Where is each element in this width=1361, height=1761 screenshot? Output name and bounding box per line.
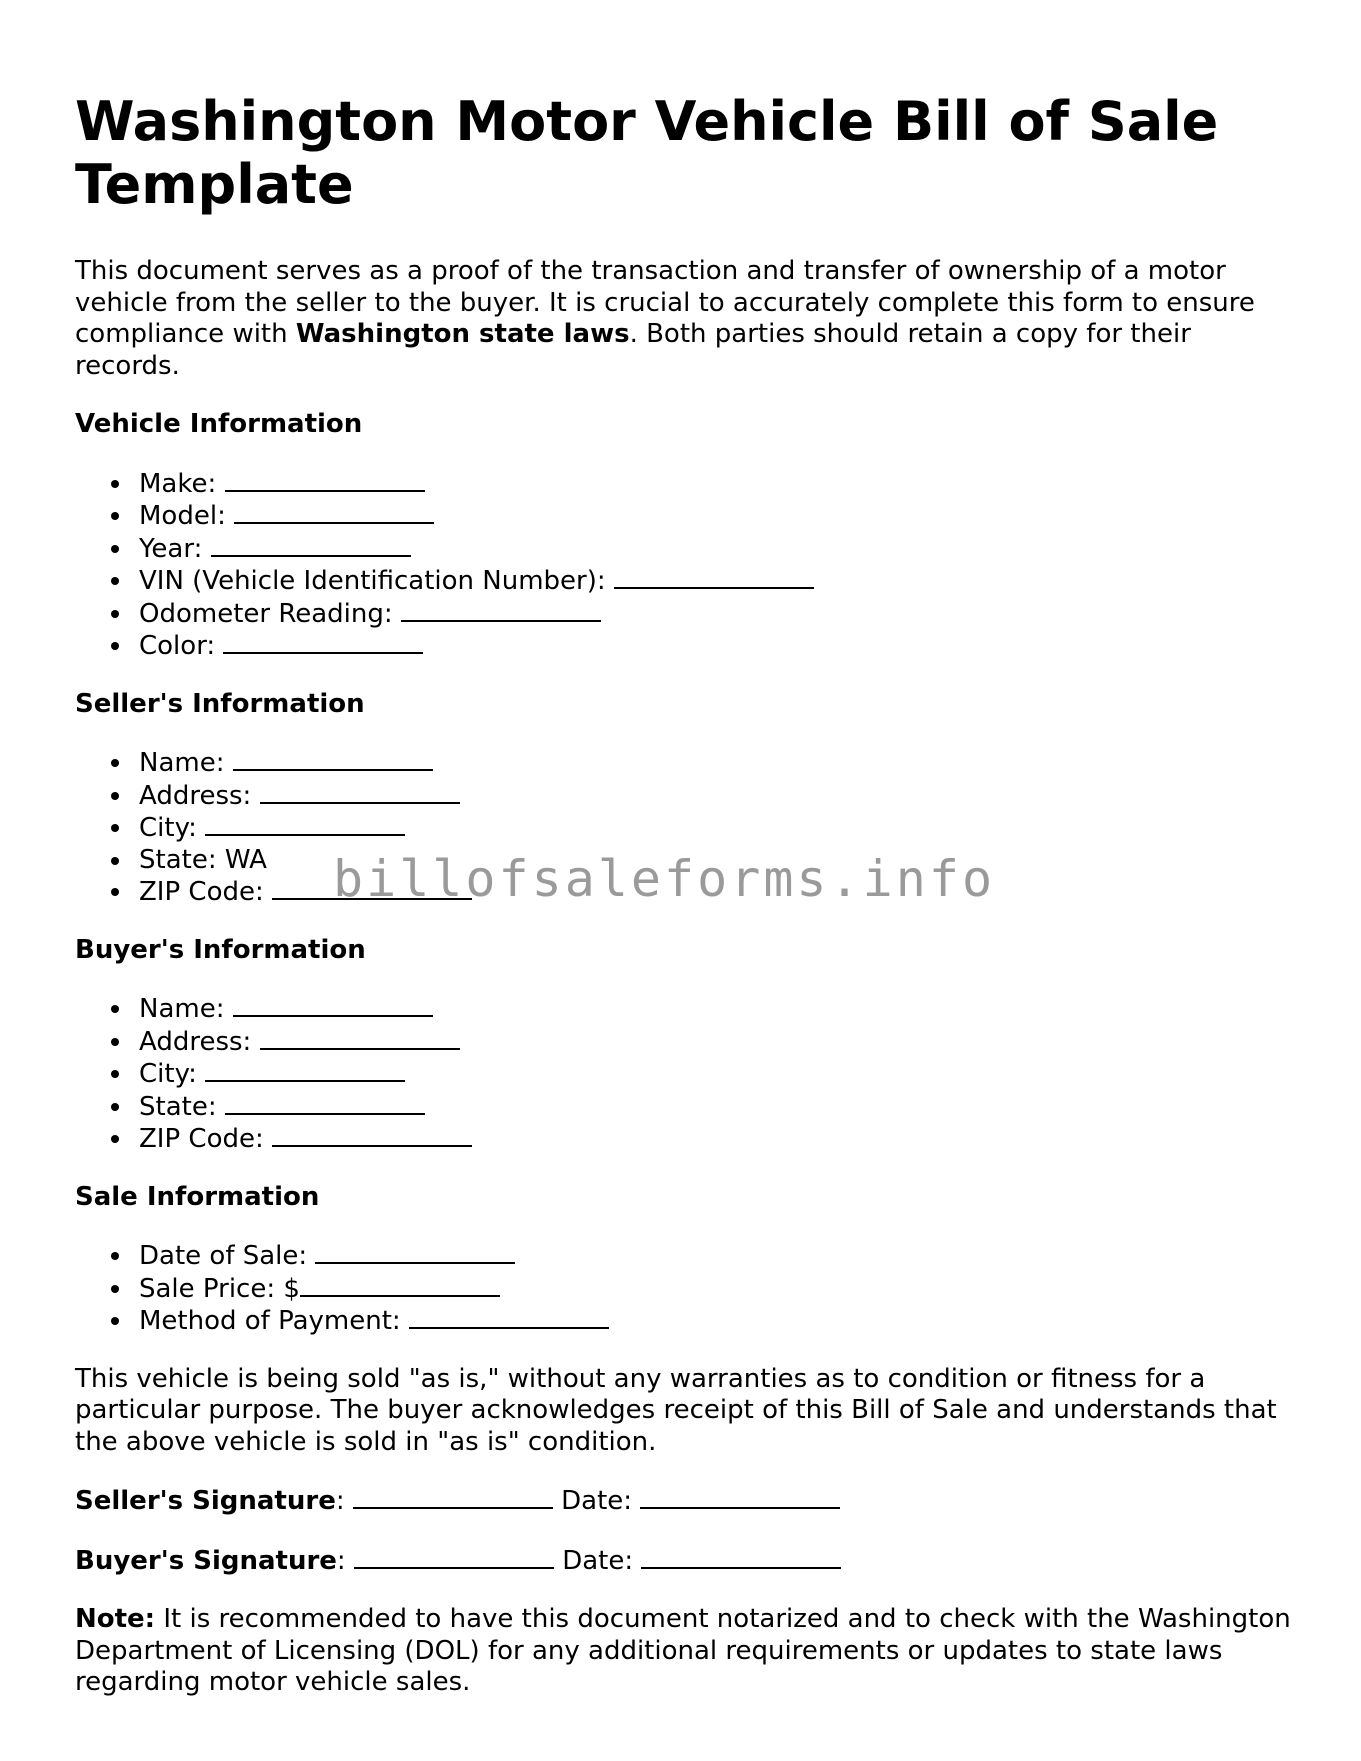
list-item: [139, 630, 1295, 663]
buyer-state-blank[interactable]: [225, 1091, 425, 1115]
year-blank[interactable]: [211, 533, 411, 557]
list-item: [139, 1058, 1295, 1091]
note-label: Note:: [75, 1604, 156, 1634]
list-item: [139, 1123, 1295, 1156]
buyer-heading: Buyer's Information: [75, 934, 366, 965]
buyer-zip-blank[interactable]: [272, 1123, 472, 1147]
list-item: [139, 1305, 1295, 1338]
seller-date-blank[interactable]: [640, 1485, 840, 1509]
make-label: Make:: [139, 468, 217, 499]
list-item: [139, 1240, 1295, 1273]
list-item: [139, 598, 1295, 631]
sale-list: [75, 1240, 1295, 1338]
vehicle-heading: Vehicle Information: [75, 409, 363, 439]
intro-paragraph: [75, 256, 1295, 382]
list-item: [139, 1091, 1295, 1124]
buyer-address-blank[interactable]: [260, 1026, 460, 1050]
buyer-date-blank[interactable]: [641, 1545, 841, 1569]
model-blank[interactable]: [234, 500, 434, 524]
list-item: [139, 1026, 1295, 1059]
buyer-signature-label: Buyer's Signature: [75, 1545, 337, 1576]
buyer-address-label: Address:: [139, 1026, 252, 1057]
seller-zip-label: ZIP Code:: [139, 877, 264, 907]
odometer-blank[interactable]: [401, 598, 601, 622]
sale-date-blank[interactable]: [315, 1240, 515, 1264]
sale-price-blank[interactable]: [300, 1273, 500, 1297]
seller-signature-blank[interactable]: [353, 1485, 553, 1509]
intro-text-after: . Both parties should retain a copy for their records.: [75, 319, 1191, 381]
seller-city-label: City:: [139, 813, 197, 843]
make-blank[interactable]: [225, 468, 425, 492]
buyer-name-blank[interactable]: [233, 993, 433, 1017]
page-title: Washington Motor Vehicle Bill of Sale Template: [75, 90, 1219, 216]
seller-signature-label: Seller's Signature: [75, 1486, 336, 1516]
list-item: [139, 565, 1295, 598]
color-label: Color:: [139, 631, 216, 661]
as-is-disclaimer: This vehicle is being sold "as is," without any warranties as to condition or fitness for a particular purpose. The buyer acknowledges receipt of this Bill of Sale and understands that the above vehicle is sold in "as is" condition.: [75, 1363, 1277, 1457]
intro-text-before: This document serves as a proof of the transaction and transfer of ownership of a motor vehicle from the seller to the buyer. It is crucial to accurately complete this form to ensure compliance with: [75, 256, 1255, 349]
list-item: [139, 780, 1295, 813]
seller-name-label: Name:: [139, 748, 225, 778]
payment-method-label: Method of Payment:: [139, 1306, 401, 1336]
list-item: [139, 1273, 1295, 1306]
list-item: [139, 812, 1295, 845]
year-label: Year:: [139, 533, 203, 564]
note-paragraph: [75, 1604, 1295, 1699]
list-item: [139, 533, 1295, 566]
seller-heading: Seller's Information: [75, 688, 365, 719]
watermark: billofsaleforms.info: [333, 850, 996, 908]
model-label: Model:: [139, 501, 226, 531]
list-item: [139, 747, 1295, 780]
seller-address-blank[interactable]: [260, 780, 460, 804]
buyer-state-label: State:: [139, 1091, 217, 1122]
seller-name-blank[interactable]: [233, 747, 433, 771]
buyer-signature-line: Buyer's Signature: Date:: [75, 1545, 1295, 1578]
seller-signature-line: Seller's Signature: Date:: [75, 1485, 1295, 1518]
color-blank[interactable]: [223, 630, 423, 654]
buyer-city-label: City:: [139, 1059, 197, 1089]
seller-city-blank[interactable]: [205, 812, 405, 836]
odometer-label: Odometer Reading:: [139, 598, 393, 629]
list-item: [139, 468, 1295, 501]
vehicle-list: [75, 468, 1295, 663]
buyer-zip-label: ZIP Code:: [139, 1124, 264, 1154]
seller-date-label: Date:: [561, 1486, 633, 1516]
sale-date-label: Date of Sale:: [139, 1241, 308, 1271]
intro-text-bold: Washington state laws: [295, 319, 630, 349]
note-text: It is recommended to have this document notarized and to check with the Washington Department of Licensing (DOL) for any additional requirements or updates to state laws regarding motor vehicle sales.: [75, 1604, 1291, 1697]
buyer-name-label: Name:: [139, 994, 225, 1024]
sale-price-label: Sale Price: $: [139, 1273, 300, 1304]
buyer-date-label: Date:: [562, 1545, 634, 1576]
buyer-list: [75, 993, 1295, 1156]
list-item: [139, 500, 1295, 533]
seller-state-label: State: WA: [139, 844, 267, 875]
seller-address-label: Address:: [139, 780, 252, 811]
vin-blank[interactable]: [614, 565, 814, 589]
list-item: [139, 993, 1295, 1026]
buyer-city-blank[interactable]: [205, 1058, 405, 1082]
buyer-signature-blank[interactable]: [354, 1545, 554, 1569]
vin-label: VIN (Vehicle Identification Number):: [139, 566, 606, 596]
sale-heading: Sale Information: [75, 1181, 320, 1212]
payment-method-blank[interactable]: [409, 1305, 609, 1329]
